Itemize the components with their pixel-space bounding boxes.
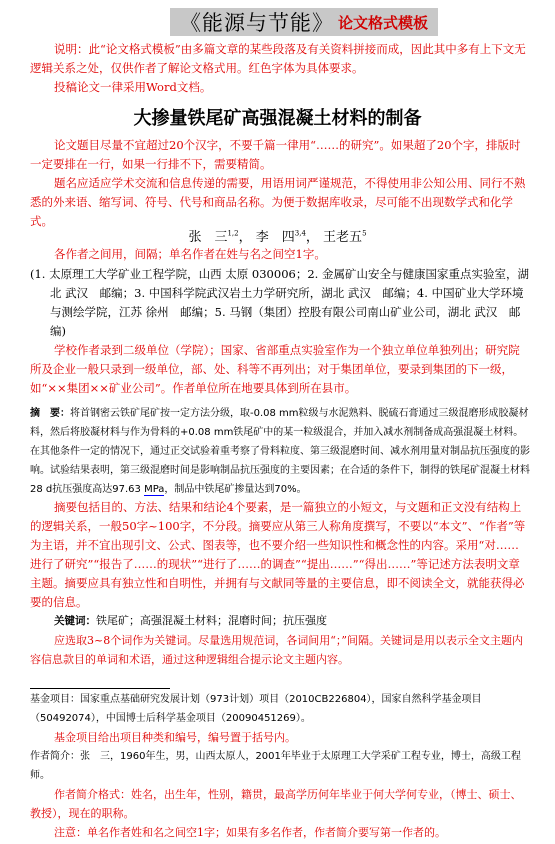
keywords-label: 关键词：	[54, 615, 96, 627]
abstract-unit: MPa	[144, 484, 165, 495]
abstract-text: 将首钢密云铁矿尾矿按一定方法分级，取-0.08 mm粒级与水泥熟料、脱硫石膏通过三级混磨形成胶凝材料，然后将胶凝材料与作为骨料的+0.08 mm铁尾矿中的某一粒级混合，并加入减水剂制备成高强混凝土材料。在其他条件一定的情况下，通过正交试验着重考察了骨料粒度、第三级混磨时间、减水剂用量对制品抗压强度的影响。试验结果表明，第三级混磨时间是影响制品抗压强度的主要因素；在合适的条件下，制得的铁尾矿混凝土材料28 d抗压强度高达97.63	[30, 408, 530, 495]
author-rule-block	[30, 245, 530, 264]
title-rule-1: 论文题目尽量不宜超过20个汉字，不要千篇一律用“……的研究”。如果超了20个字，排版时一定要排在一行，如果一行排不下，需要精简。	[30, 138, 521, 171]
affiliation-rule: 学校作者录到二级单位（学院）；国家、省部重点实验室作为一个独立单位单独列出；研究院所及企业一般只录到一级单位，部、处、科等不再列出；对于集团单位，要录到集团的下一级，如“××集团××矿业公司”。作者单位所在地要具体到所在县市。	[30, 343, 520, 395]
author-name: 张 三	[188, 230, 228, 245]
paper-title: 大掺量铁尾矿高强混凝土材料的制备	[133, 108, 422, 129]
footnotes	[30, 690, 530, 842]
keywords-rule: 应选取3~8个词作为关键词。尽量选用规范词，各词间用“；”间隔。关键词是用以表示全文主题内容信息款目的单词和术语，通过这种逻辑组合提示论文主题内容。	[30, 634, 523, 666]
author-rule: 各作者之间用，间隔；单名作者在姓与名之间空1字。	[54, 247, 326, 261]
intro-note: 说明：此“论文格式模板”由多篇文章的某些段落及有关资料拼接而成，因此其中多有上下文无逻辑关系之处，仅供作者了解论文格式用。红色字体为具体要求。	[30, 42, 526, 75]
author-sup: 1,2	[227, 229, 239, 238]
footnote-separator	[30, 688, 170, 689]
keywords-text: 铁尾矿；高强混凝土材料；混磨时间；抗压强度	[96, 614, 327, 627]
author-sup: 3,4	[294, 229, 306, 238]
affiliation-rule-block	[30, 341, 530, 398]
intro-format: 投稿论文一律采用Word文档。	[54, 80, 212, 94]
fund-rule: 基金项目给出项目种类和编号，编号置于括号内。	[54, 731, 296, 744]
author-line: 张 三$^{1,2}$， 李 四$^{3,4}$， 王老五$^5$	[188, 229, 367, 245]
journal-header	[170, 8, 438, 36]
template-label: 论文格式模板	[337, 13, 428, 32]
title-rules	[30, 136, 530, 231]
author-note: 注意：单名作者姓和名之间空1字；如果有多名作者，作者简介要写第一作者的。	[54, 826, 446, 839]
title-rule-2: 题名应适应学术交流和信息传递的需要，用语用词严谨规范，不得使用非公知公用、同行不熟悉的外来语、缩写词、符号、代号和商品名称。为便于数据库收录，尽可能不出现数学式和化学式。	[30, 176, 526, 228]
bio-rule: 作者简介格式：姓名，出生年，性别，籍贯，最高学历何年毕业于何大学何专业，（博士、硕士、教授），现在的职称。	[30, 788, 522, 820]
fund-text: 基金项目：国家重点基础研究发展计划（973计划）项目（2010CB226804），国家自然科学基金项目（50492074），中国博士后科学基金项目（20090451269）。	[30, 694, 482, 724]
abstract	[30, 404, 530, 499]
abstract-text-end: ，制品中铁尾矿掺量达到70%。	[164, 484, 307, 495]
bio-text: 作者简介：张 三，1960年生，男，山西太原人，2001年毕业于太原理工大学采矿工程专业，博士，高级工程师。	[30, 751, 521, 781]
author-sup: 5	[362, 229, 367, 238]
abstract-rule-block	[30, 498, 530, 612]
affiliations	[30, 265, 530, 341]
keywords	[30, 611, 530, 669]
abstract-label: 摘 要：	[30, 408, 70, 419]
intro-block	[30, 40, 530, 97]
author-name: 李 四	[255, 230, 295, 245]
author-name: 王老五	[323, 230, 363, 245]
journal-name: 《能源与节能》	[179, 11, 334, 35]
abstract-rule: 摘要包括目的、方法、结果和结论4个要素，是一篇独立的小短文，与文题和正文没有结构上的逻辑关系，一般50字~100字，不分段。摘要应从第三人称角度撰写，不要以“本文”、“作者”等为主语，并不宜出现引文、公式、图表等，也不要介绍一些知识性和概念性的内容。采用“对……进行了研究”“报告了……的现状”“进行了……的调查”“提出……”“得出……”等记述方法表明文章主题。摘要应具有独立性和自明性，并拥有与文献同等量的主要信息，即不阅读全文，就能获得必要的信息。	[30, 500, 526, 609]
affiliation-text: (1. 太原理工大学矿业工程学院，山西 太原 030006；2. 金属矿山安全与健康国家重点实验室，湖北 武汉 邮编；3. 中国科学院武汉岩土力学研究所，湖北 武汉 邮编；4. 中国矿业大学环境与测绘学院，江苏 徐州 邮编；5. 马钢（集团）控股有限公司南山矿业公司，湖北 武汉 邮编)	[30, 267, 529, 338]
